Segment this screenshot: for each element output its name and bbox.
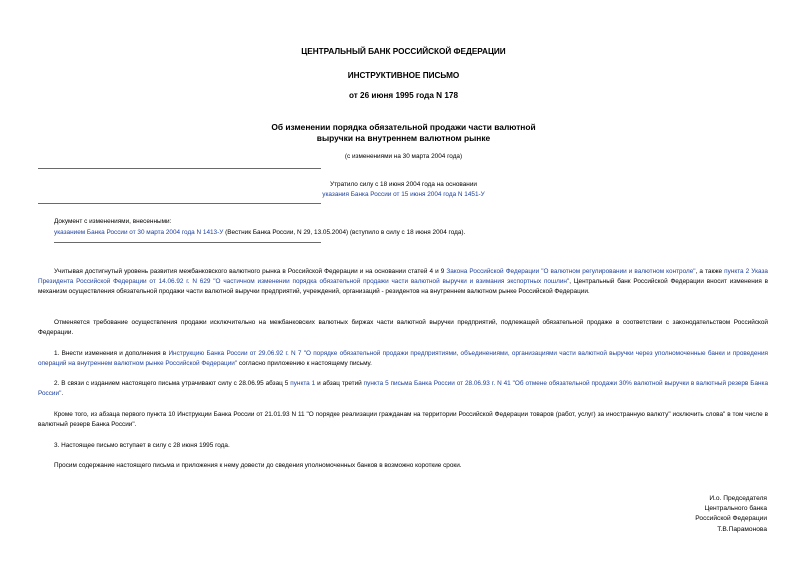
divider <box>38 203 321 204</box>
lost-force-link[interactable]: указания Банка России от 15 июня 2004 года N 1451-У <box>322 191 485 198</box>
paragraph-1-text: , а также <box>695 268 725 275</box>
signature-country: Российской Федерации <box>695 515 767 523</box>
signature-org: Центрального банка <box>704 505 767 513</box>
paragraph-3-text: 1. Внести изменения и дополнения в <box>54 350 169 357</box>
paragraph-1-text: Учитывая достигнутый уровень развития межбанковского валютного рынка в Российской Федерации и на основании статей 4 и 9 <box>54 268 447 275</box>
paragraph-1 <box>38 267 768 298</box>
paragraph-4-text: 2. В связи с изданием настоящего письма утрачивают силу с 28.06.95 абзац 5 <box>54 380 291 387</box>
document-date-number: от 26 июня 1995 года N 178 <box>348 91 459 100</box>
paragraph-3-text: согласно приложению к настоящему письму. <box>237 360 372 368</box>
issuer-title: ЦЕНТРАЛЬНЫЙ БАНК РОССИЙСКОЙ ФЕДЕРАЦИИ <box>301 47 506 56</box>
changes-document-line <box>54 227 774 238</box>
changes-document-block <box>54 216 774 238</box>
instruction-7-link[interactable]: Инструкцию Банка России от 29.06.92 г. N 7 "О порядке обязательной продажи предприятиями, объединениями, организациями части валютной выручки через уполномоченные банки и проведения операций на внутреннем валютном рынке Российской Федерации" <box>38 350 768 368</box>
paragraph-5: Кроме того, из абзаца первого пункта 10 Инструкции Банка России от 21.01.93 N 11 "О порядке реализации гражданам на территории Российской Федерации товаров (работ, услуг) за иностранную валюту" исключить слова" в том числе в валютный резерв Банка России". <box>38 411 768 429</box>
paragraph-4-text: . <box>61 390 64 398</box>
signature-name: Т.В.Парамонова <box>717 525 767 533</box>
document-subject-line1: Об изменении порядка обязательной продажи части валютной <box>271 122 536 132</box>
divider <box>54 242 321 243</box>
lost-force-text: Утратило силу с 18 июня 2004 года на основании <box>330 181 477 188</box>
changes-document-tail: (Вестник Банка России, N 29, 13.05.2004) (вступило в силу с 18 июня 2004 года). <box>223 229 466 236</box>
signature-title: И.о. Председателя <box>709 495 767 502</box>
paragraph-7: Просим содержание настоящего письма и приложения к нему довести до сведения уполномоченных банков в возможно короткие сроки. <box>54 462 462 469</box>
changes-document-label: Документ с изменениями, внесенными: <box>54 218 172 225</box>
paragraph-2: Отменяется требование осуществления продажи исключительно на межбанковских валютных биржах части валютной выручки предприятий, подлежащей обязательной продаже в соответствии с законодательством Российской Федерации. <box>38 319 768 337</box>
document-type: ИНСТРУКТИВНОЕ ПИСЬМО <box>347 71 460 80</box>
item-1-link[interactable]: пункта 1 <box>290 380 316 387</box>
document-subject-line2: выручки на внутреннем валютном рынке <box>316 133 491 143</box>
signature-block <box>695 494 767 535</box>
paragraph-3 <box>38 349 768 369</box>
divider <box>38 168 321 169</box>
changes-document-link[interactable]: указанием Банка России от 30 марта 2004 года N 1413-У <box>54 229 224 236</box>
presidential-decree-link[interactable]: пункта 2 Указа Президента Российской Федерации от 14.06.92 г. N 629 "О частичном изменении порядка обязательной продажи части валютной выручки и взимания экспортных пошлин" <box>38 268 768 286</box>
paragraph-4 <box>38 379 768 399</box>
currency-law-link[interactable]: Закона Российской Федерации "О валютном регулировании и валютном контроле" <box>446 268 696 275</box>
paragraph-1-text: , Центральный банк Российской Федерации вносит изменения в механизм осуществления обязательной продажи части валютной выручки предприятий, учреждений, организаций - резидентов на внутреннем валютном рынке Российской Федерации. <box>38 278 768 296</box>
paragraph-6: 3. Настоящее письмо вступает в силу с 28 июня 1995 года. <box>54 442 230 449</box>
changes-note: (с изменениями на 30 марта 2004 года) <box>344 153 463 160</box>
paragraph-4-text: и абзац третий <box>315 380 364 387</box>
lost-force-link-line <box>0 191 807 198</box>
letter-41-link[interactable]: пункта 5 письма Банка России от 28.06.93 г. N 41 "Об отмене обязательной продажи 30% валютной выручки в валютный резерв Банка России" <box>38 380 769 398</box>
